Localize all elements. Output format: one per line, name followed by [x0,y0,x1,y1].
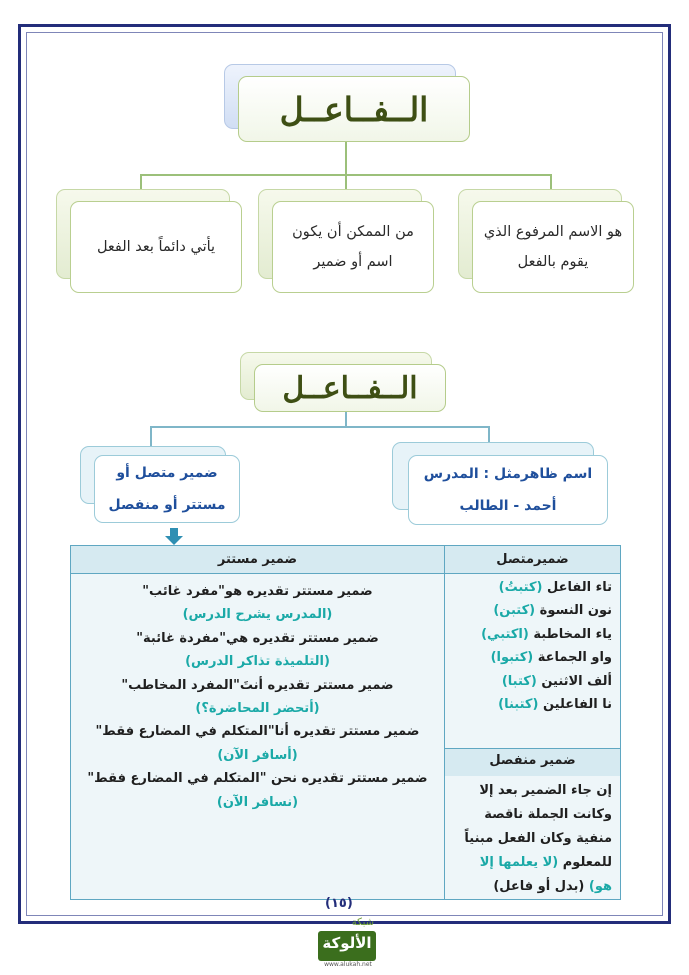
connector [150,426,490,428]
named-noun-text: اسم ظاهرمثل : المدرس أحمد - الطالب [423,466,593,514]
list-item: ضمير مستتر تقديره هو"مفرد غائب" [142,584,373,599]
list-item: ضمير مستتر تقديره أنا"المتكلم في المضارع فقط" [95,724,420,740]
diagram-title-2: الــفــاعــل [282,370,418,406]
connector [345,174,347,190]
header-mustatir: ضمير مستتر [71,546,445,574]
title-box-2 [254,364,446,412]
list-item: نا الفاعلين (كتبنا) [498,697,612,713]
page-number: (١٥) [325,896,353,911]
pronoun-table [70,545,621,900]
list-item: ضمير مستتر تقديره أنتَ"المفرد المخاطب" [121,677,394,693]
connector [345,412,347,427]
definition-text-1: هو الاسم المرفوع الذي يقوم بالفعل [483,224,623,270]
muttasil-cell [445,574,621,900]
diagram-title-1: الــفــاعــل [279,89,429,129]
definition-text-3: يأتي دائماً بعد الفعل [96,239,216,255]
arrow-down-icon [164,528,184,546]
list-item: (المدرس يشرح الدرس) [182,607,333,623]
header-munfasil: ضمير منفصل [445,748,620,776]
list-item: إن جاء الضمير بعد إلا [479,783,612,798]
list-item: (أتحضر المحاضرة؟) [195,701,320,717]
title-box-1 [238,76,470,142]
header-muttasil: ضميرمتصل [445,546,621,574]
connector [140,174,142,190]
connector [150,426,152,446]
mustatir-cell [71,574,445,900]
pronoun-text: ضمير متصل أو مستتر أو منفصل [108,465,226,513]
definition-text-2: من الممكن أن يكون اسم أو ضمير [292,224,414,270]
connector [550,174,552,190]
named-noun-box [408,455,608,525]
connector [345,142,347,175]
list-item: ضمير مستتر تقديره هي"مفردة غائبة" [136,630,379,646]
list-item: (التلميذة تذاكر الدرس) [185,654,330,670]
list-item: نون النسوة (كتبن) [493,603,612,619]
list-item: (نسافر الآن) [216,794,299,810]
list-item: تاء الفاعل (كتبتُ) [498,580,612,595]
list-item: وكانت الجملة ناقصة [484,807,612,822]
list-item: هو) (بدل أو فاعل) [493,879,612,894]
definition-box-3 [70,201,242,293]
list-item: منفية وكان الفعل مبنياً [464,831,612,846]
list-item: (أسافر الآن) [217,747,298,763]
list-item: ألف الاثنين (كتبا) [501,673,612,689]
alukah-logo: شبكة الألوكة www.alukah.net [318,915,378,967]
list-item: للمعلوم (لا يعلمها إلا [479,855,612,870]
list-item: ياء المخاطبة (اكتبي) [481,626,612,642]
list-item: ضمير مستتر تقديره نحن "المتكلم في المضارع فقط" [87,771,428,787]
definition-box-1 [472,201,634,293]
list-item: واو الجماعة (كتبوا) [490,650,612,666]
pronoun-box [94,455,240,523]
definition-box-2 [272,201,434,293]
